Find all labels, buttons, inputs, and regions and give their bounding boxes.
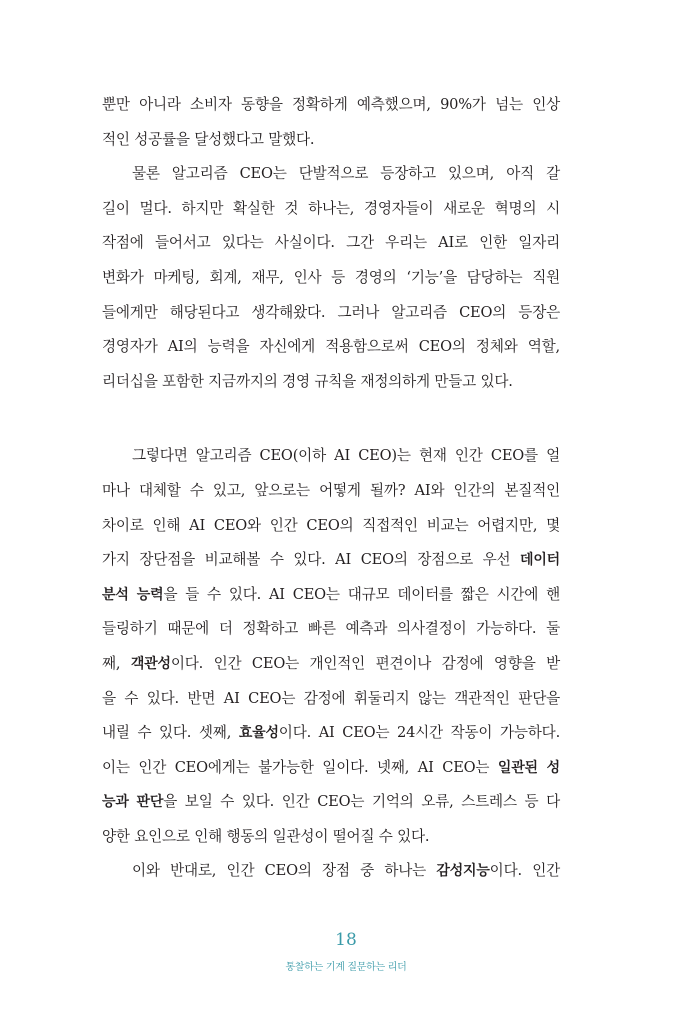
text-line xyxy=(102,785,560,820)
bold-term-consistency-cont: 능과 판단 xyxy=(102,794,164,811)
text-line: 리더십을 포함한 지금까지의 경영 규칙을 재정의하게 만들고 있다. xyxy=(102,372,513,390)
text-line xyxy=(102,647,560,682)
text-line xyxy=(102,543,560,578)
bold-term-emotional-intelligence: 감성지능 xyxy=(436,863,490,880)
text-line: 작점에 들어서고 있다는 사실이다. 그간 우리는 AI로 인한 일자리 xyxy=(102,234,560,252)
text-line: 길이 멀다. 하지만 확실한 것 하나는, 경영자들이 새로운 혁명의 시 xyxy=(102,199,560,217)
paragraph-3 xyxy=(102,439,560,854)
text-line: 뿐만 아니라 소비자 동향을 정확하게 예측했으며, 90%가 넘는 인상 xyxy=(102,96,560,113)
text-line: 적인 성공률을 달성했다고 말했다. xyxy=(102,130,315,148)
text-line: 변화가 마케팅, 회계, 재무, 인사 등 경영의 ‘기능’을 담당하는 직원 xyxy=(102,268,560,286)
text-run: 이와 반대로, 인간 CEO의 장점 중 하나는 xyxy=(132,862,437,880)
paragraph-2 xyxy=(102,157,560,399)
text-line xyxy=(102,716,560,751)
bold-term-consistency: 일관된 성 xyxy=(497,759,560,776)
bold-term-objectivity: 객관성 xyxy=(130,655,171,672)
text-line: 을 수 있다. 반면 AI CEO는 감정에 휘둘리지 않는 객관적인 판단을 xyxy=(102,689,560,707)
running-footer-title: 통찰하는 기계 질문하는 리더 xyxy=(285,962,407,973)
text-line xyxy=(102,578,560,613)
text-run: 가지 장단점을 비교해볼 수 있다. AI CEO의 장점으로 우선 xyxy=(102,551,521,569)
text-line: 마나 대체할 수 있고, 앞으로는 어떻게 될까? AI와 인간의 본질적인 xyxy=(102,481,560,499)
page-number: 18 xyxy=(335,930,357,950)
text-line: 양한 요인으로 인해 행동의 일관성이 떨어질 수 있다. xyxy=(102,827,430,845)
text-run: 이는 인간 CEO에게는 불가능한 일이다. 넷째, AI CEO는 xyxy=(102,758,498,776)
text-line: 경영자가 AI의 능력을 자신에게 적용함으로써 CEO의 정체와 역할, xyxy=(102,338,560,356)
text-run: 이다. 인간 xyxy=(489,862,561,880)
bold-term-efficiency: 효율성 xyxy=(238,725,279,742)
text-run: 내릴 수 있다. 셋째, xyxy=(102,724,239,742)
text-run: 을 보일 수 있다. 인간 CEO는 기억의 오류, 스트레스 등 다 xyxy=(163,793,560,811)
text-line: 차이로 인해 AI CEO와 인간 CEO의 직접적인 비교는 어렵지만, 몇 xyxy=(102,516,560,534)
text-run: 째, xyxy=(102,654,131,672)
text-line xyxy=(102,751,560,786)
text-line xyxy=(102,854,560,889)
text-run: 을 들 수 있다. AI CEO는 대규모 데이터를 짧은 시간에 핸 xyxy=(163,585,560,603)
text-line: 들링하기 때문에 더 정확하고 빠른 예측과 의사결정이 가능하다. 둘 xyxy=(102,620,560,638)
paragraph-1 xyxy=(102,88,560,157)
paragraph-4 xyxy=(102,854,560,889)
body-text xyxy=(102,88,560,889)
paragraph-gap xyxy=(102,399,560,439)
text-line: 물론 알고리즘 CEO는 단발적으로 등장하고 있으며, 아직 갈 xyxy=(132,165,560,183)
text-line: 그렇다면 알고리즘 CEO(이하 AI CEO)는 현재 인간 CEO를 얼 xyxy=(132,447,560,465)
text-run: 이다. AI CEO는 24시간 작동이 가능하다. xyxy=(278,724,561,742)
bold-term-data-analysis: 데이터 xyxy=(520,552,560,569)
text-run: 이다. 인간 CEO는 개인적인 편견이나 감정에 영향을 받 xyxy=(170,654,560,672)
text-line: 들에게만 해당된다고 생각해왔다. 그러나 알고리즘 CEO의 등장은 xyxy=(102,303,560,321)
bold-term-data-analysis-cont: 분석 능력 xyxy=(102,586,164,603)
